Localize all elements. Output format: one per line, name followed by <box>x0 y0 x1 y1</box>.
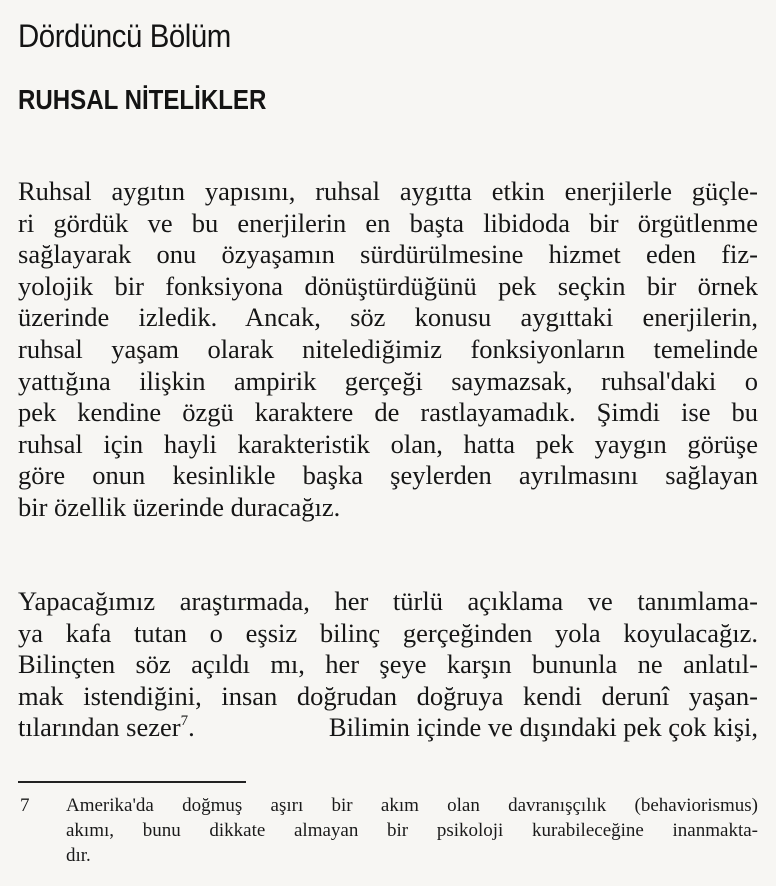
text-line: ruhsal için hayli karakteristik olan, hatta pek yaygın görüşe <box>18 428 758 459</box>
text-line-with-footnote <box>18 712 758 744</box>
text-line: üzerinde izledik. Ancak, söz konusu aygıttaki enerjilerin, <box>18 302 758 333</box>
footnote-line: Amerika'da doğmuş aşırı bir akım olan davranışçılık (behaviorismus) <box>66 795 758 816</box>
chapter-title: Dördüncü Bölüm <box>18 18 231 54</box>
footnote-reference: 7 <box>180 712 189 729</box>
text-line: ya kafa tutan o eşsiz bilinç gerçeğinden yola koyulacağız. <box>18 617 758 648</box>
footnote-number: 7 <box>20 795 30 816</box>
text-segment-group: tılarından sezer$^7$. <box>18 712 195 743</box>
paragraph-2 <box>18 586 758 744</box>
text-line: Ruhsal aygıtın yapısını, ruhsal aygıtta etkin enerjilerle güçle- <box>18 176 758 206</box>
text-segment: Bilimin içinde ve dışındaki pek çok kişi, <box>328 712 758 743</box>
footnote-line: dır. <box>66 845 91 866</box>
section-title: RUHSAL NİTELİKLER <box>18 84 267 115</box>
footnote-line: akımı, bunu dikkate almayan bir psikoloji kurabileceğine inanmakta- <box>66 820 758 841</box>
text-line: göre onun kesinlikle başka şeylerden ayrılmasını sağlayan <box>18 460 758 491</box>
footnote-text <box>66 793 758 868</box>
text-line: yattığına ilişkin ampirik gerçeği saymazsak, ruhsal'daki o <box>18 365 758 396</box>
text-line: sağlayarak onu özyaşamın sürdürülmesine hizmet eden fiz- <box>18 239 758 270</box>
text-line: Bilinçten söz açıldı mı, her şeye karşın bununla ne anlatıl- <box>18 649 758 680</box>
text-line: ri gördük ve bu enerjilerin en başta libidoda bir örgütlenme <box>18 207 758 238</box>
paragraph-1 <box>18 176 758 524</box>
text-line: ruhsal yaşam olarak nitelediğimiz fonksiyonların temelinde <box>18 333 758 364</box>
footnote-divider <box>18 781 246 783</box>
text-line: bir özellik üzerinde duracağız. <box>18 491 341 522</box>
text-segment: tılarından sezer <box>18 712 181 743</box>
text-line: Yapacağımız araştırmada, her türlü açıklama ve tanımlama- <box>18 586 758 616</box>
text-line: yolojik bir fonksiyona dönüştürdüğünü pek seçkin bir örnek <box>18 270 758 301</box>
text-line: pek kendine özgü karaktere de rastlayamadık. Şimdi ise bu <box>18 397 758 428</box>
text-line: mak istendiğini, insan doğrudan doğruya kendi derunî yaşan- <box>18 680 758 711</box>
